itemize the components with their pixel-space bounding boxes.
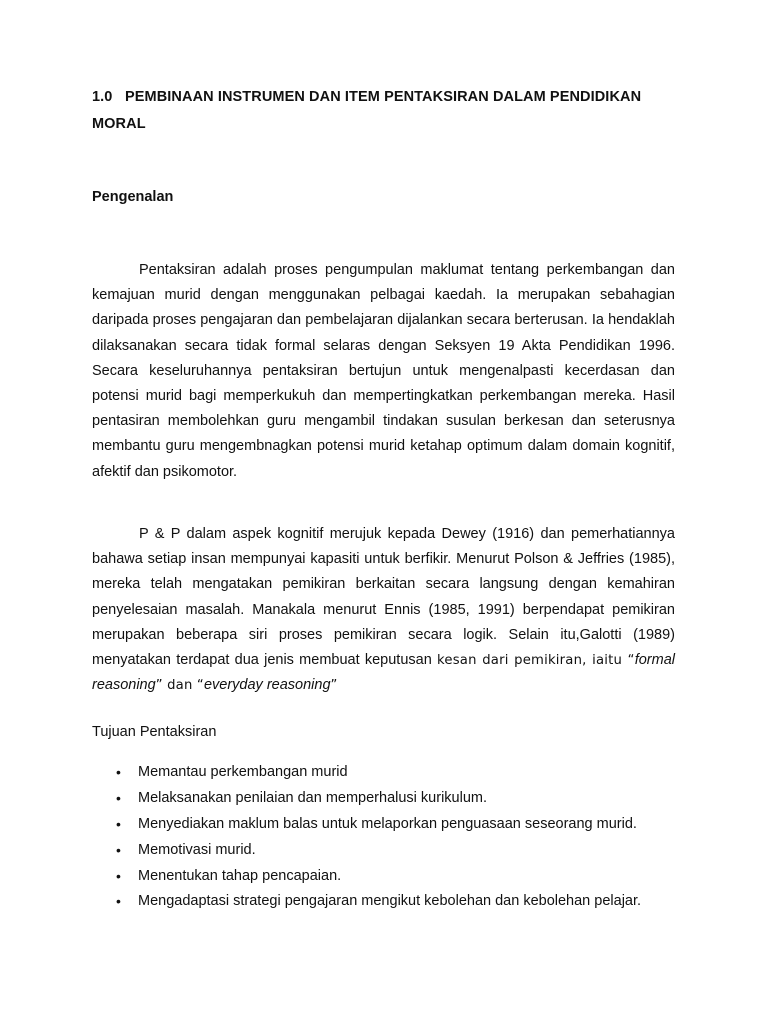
section-title-line1: PEMBINAAN INSTRUMEN DAN ITEM PENTAKSIRAN DALAM PENDIDIKAN <box>125 89 642 105</box>
list-item: • Menyediakan maklum balas untuk melaporkan penguasaan seseorang murid. <box>92 811 675 837</box>
bullet-icon: • <box>116 764 121 780</box>
list-item: • Menentukan tahap pencapaian. <box>92 863 675 889</box>
list-item: • Melaksanakan penilaian dan memperhalusi kurikulum. <box>92 785 675 811</box>
document-page <box>92 84 675 909</box>
section-title-line2: MORAL <box>92 116 146 132</box>
bullet-icon: • <box>116 868 121 884</box>
paragraph-cognitive-tail-2: ” dan “ <box>155 678 204 694</box>
italic-formal-reasoning: formal reasoning <box>92 652 675 694</box>
paragraph-cognitive-main: P & P dalam aspek kognitif merujuk kepada Dewey (1916) dan pemerhatiannya bahawa setiap insan mempunyai kapasiti untuk berfikir. Menurut Polson & Jeffries (1985), mereka telah mengatakan pemikiran berkaitan secara langsung dengan kemahiran penyelesaian masalah. Manakala menurut Ennis (1985, 1991) berpendapat pemikiran merupakan beberapa siri proses pemikiran secara logik. Selain itu,Galotti (1989) menyatakan terdapat dua jenis membuat keputusan <box>92 526 675 669</box>
subheading-pengenalan: Pengenalan <box>92 189 174 205</box>
bullet-icon: • <box>116 790 121 806</box>
paragraph-introduction: Pentaksiran adalah proses pengumpulan maklumat tentang perkembangan dan kemajuan murid dengan menggunakan pelbagai kaedah. Ia merupakan sebahagian daripada proses pengajaran dan pembelajaran dijalankan secara berterusan. Ia hendaklah dilaksanakan secara tidak formal selaras dengan Seksyen 19 Akta Pendidikan 1996. Secara keseluruhannya pentaksiran bertujun untuk mengenalpasti kecerdasan dan potensi murid bagi memperkukuh dan mempertingkatkan perkembangan mereka. Hasil pentasiran membolehkan guru mengambil tindakan susulan berkesan dan seterusnya membantu guru mengembnagkan potensi murid ketahap optimum dalam domain kognitif, afektif dan psikomotor. <box>92 262 675 480</box>
list-item: • Memotivasi murid. <box>92 837 675 863</box>
section-number: 1.0 <box>92 89 113 105</box>
list-item: • Memantau perkembangan murid <box>92 759 675 785</box>
bullet-icon: • <box>116 842 121 858</box>
list-item: • Mengadaptasi strategi pengajaran mengikut kebolehan dan kebolehan pelajar. <box>92 889 675 914</box>
purpose-bullet-list <box>92 759 675 914</box>
section-label-tujuan: Tujuan Pentaksiran <box>92 724 217 740</box>
section-heading <box>92 84 675 138</box>
bullet-icon: • <box>116 816 121 832</box>
paragraph-cognitive <box>92 522 675 698</box>
paragraph-cognitive-tail-3: ” <box>330 678 338 694</box>
italic-everyday-reasoning: everyday reasoning <box>203 677 331 694</box>
bullet-icon: • <box>116 893 121 909</box>
paragraph-cognitive-tail-1: kesan dari pemikiran, iaitu “ <box>437 653 635 669</box>
